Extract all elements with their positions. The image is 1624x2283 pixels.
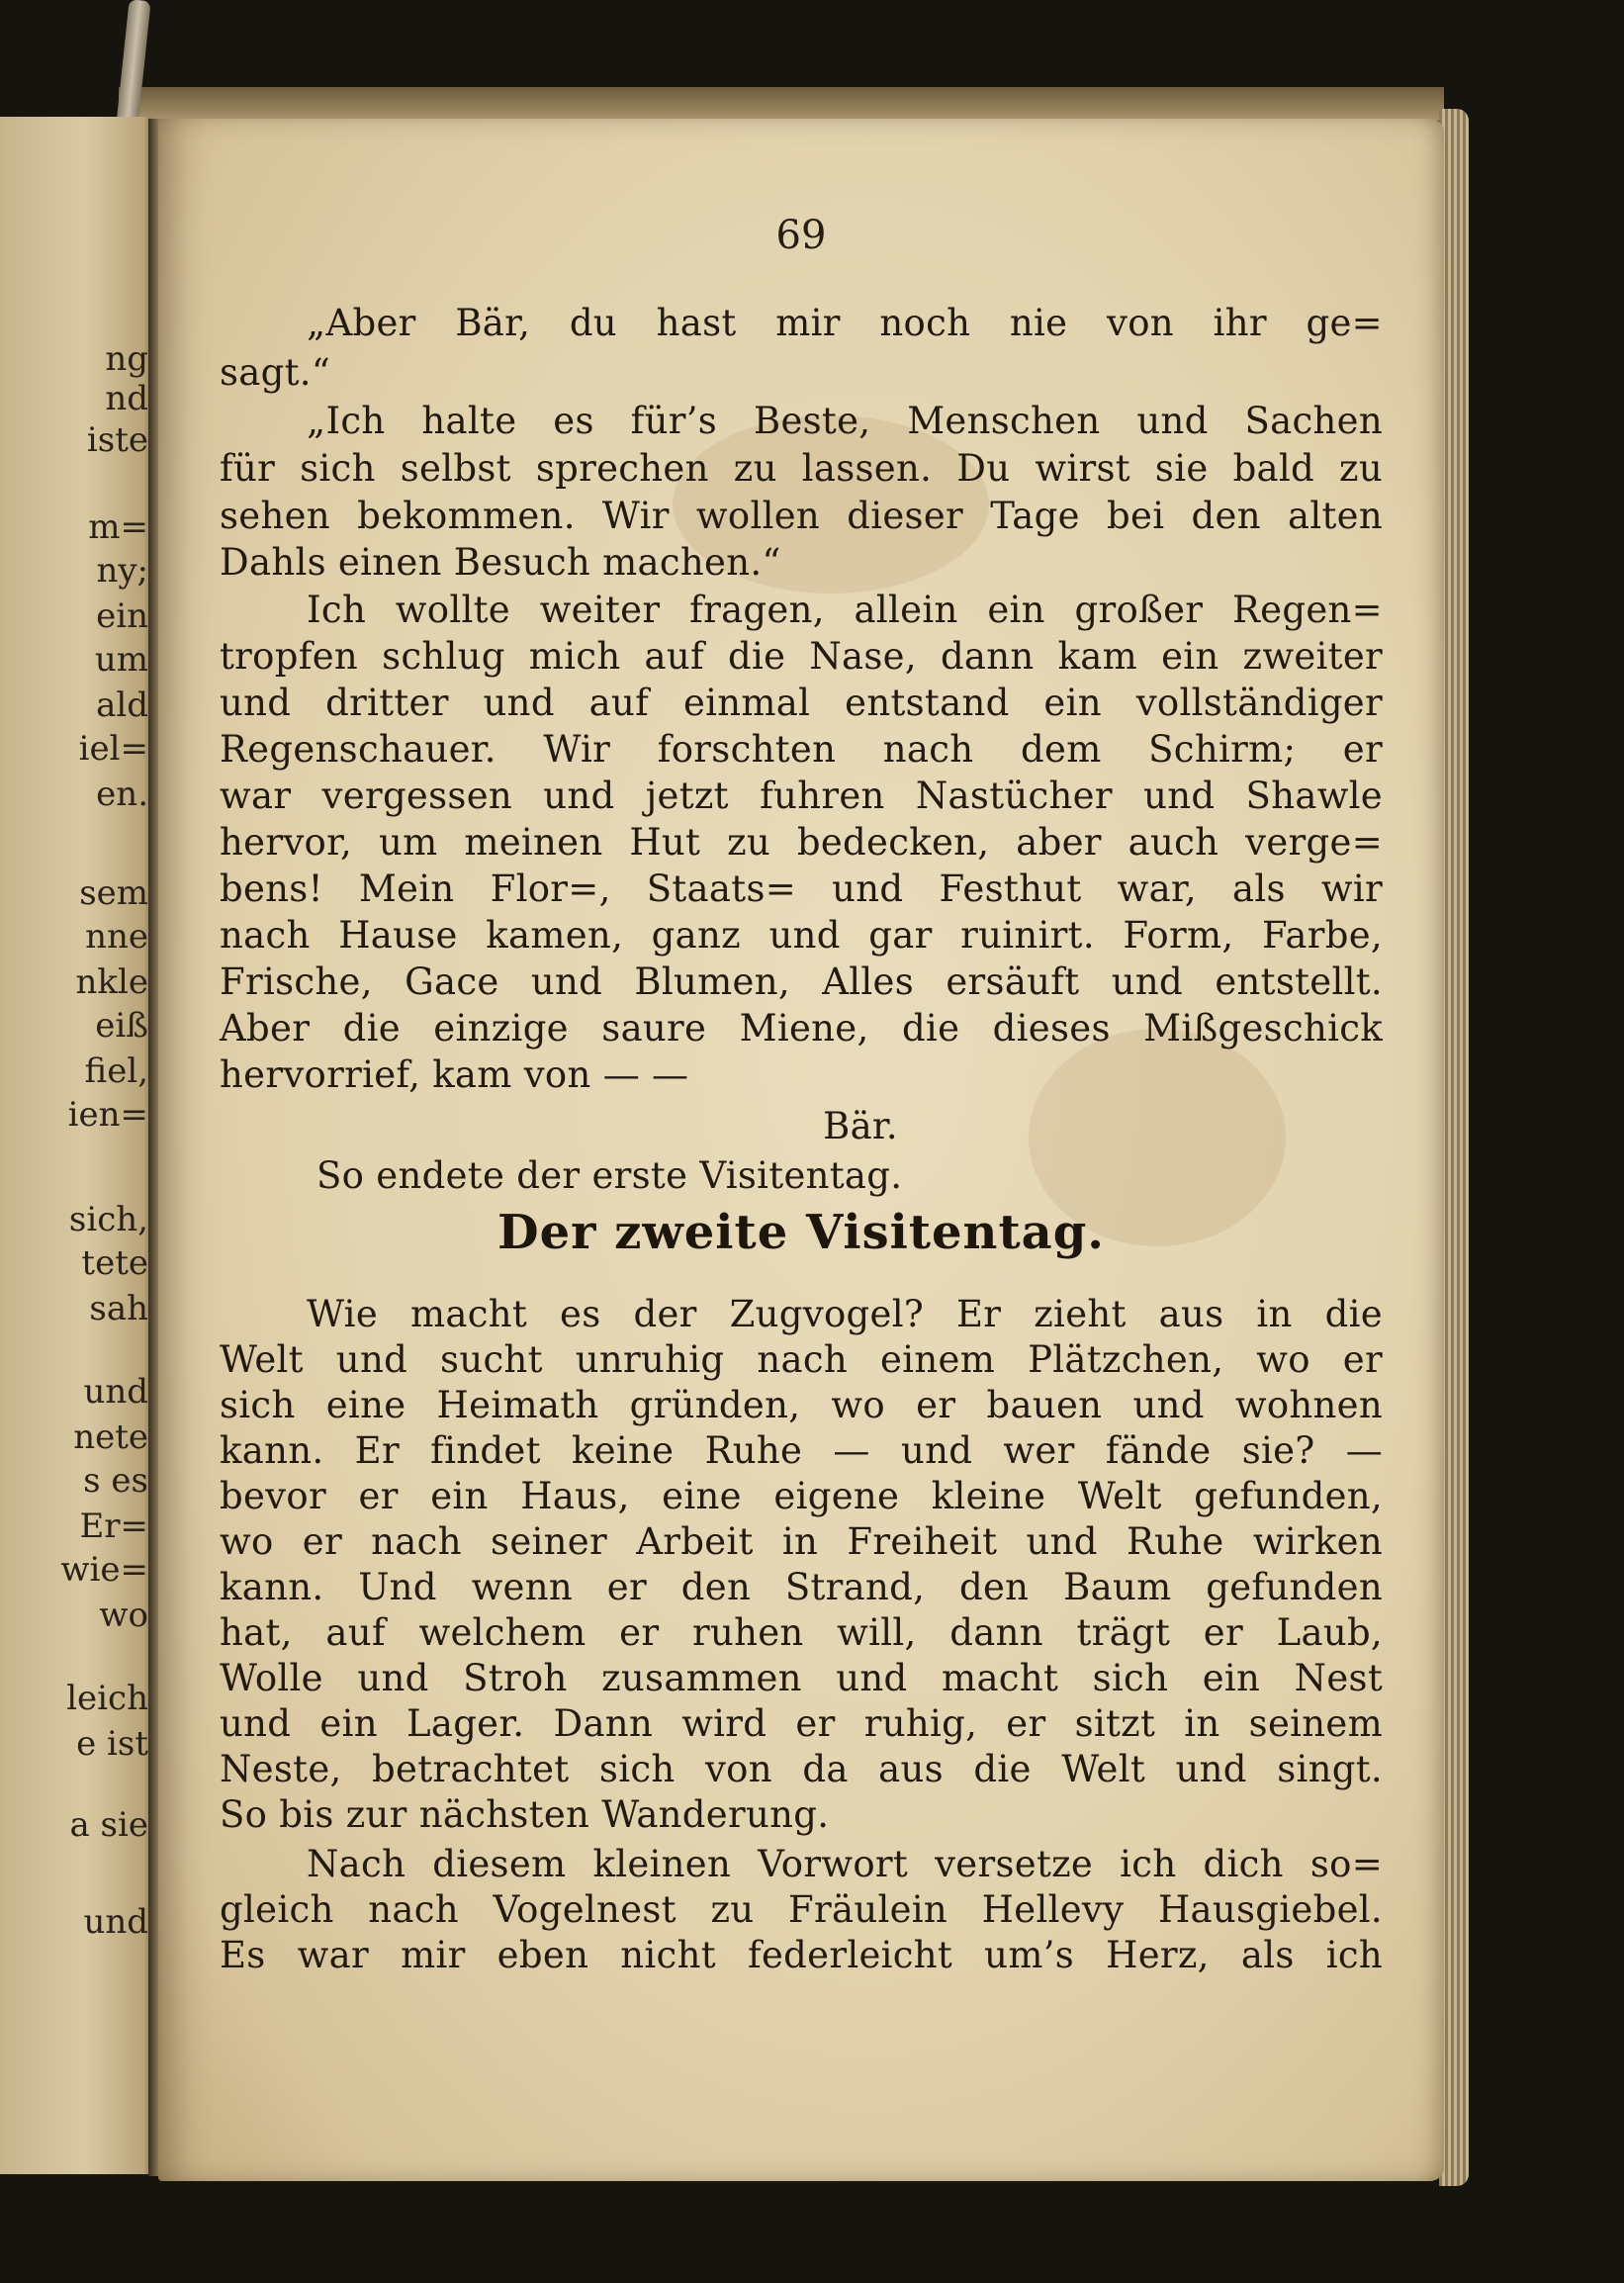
signature: Bär. bbox=[823, 1105, 898, 1147]
left-fragment: um bbox=[94, 640, 148, 680]
text-line: gleich nach Vogelnest zu Fräulein Hellevy Hausgiebel. bbox=[220, 1888, 1383, 1931]
text-line: kann. Er findet keine Ruhe — und wer fände sie? — bbox=[220, 1429, 1383, 1472]
left-fragment: s es bbox=[83, 1461, 148, 1501]
left-fragment: eiß bbox=[95, 1006, 148, 1046]
left-fragment: ald bbox=[96, 685, 148, 725]
text-line: sehen bekommen. Wir wollen dieser Tage bei den alten bbox=[220, 495, 1383, 537]
text-line: Wolle und Stroh zusammen und macht sich ein Nest bbox=[220, 1657, 1383, 1699]
right-page bbox=[158, 119, 1444, 2181]
page-number: 69 bbox=[775, 213, 827, 258]
left-fragment: Er= bbox=[79, 1507, 148, 1546]
left-fragment: nne bbox=[85, 917, 148, 957]
text-line: kann. Und wenn er den Strand, den Baum gefunden bbox=[220, 1566, 1383, 1608]
left-fragment: a sie bbox=[69, 1805, 148, 1845]
left-fragment: ny; bbox=[96, 551, 148, 591]
book-cover-top bbox=[119, 87, 1444, 121]
left-fragment: nkle bbox=[75, 962, 148, 1002]
left-fragment: leich bbox=[66, 1679, 148, 1718]
left-fragment: sem bbox=[79, 873, 148, 913]
left-fragment: en. bbox=[96, 775, 148, 814]
left-fragment: fiel, bbox=[84, 1051, 148, 1091]
left-fragment: ien= bbox=[67, 1095, 148, 1135]
text-line: hervorrief, kam von — — bbox=[220, 1053, 689, 1096]
text-line: tropfen schlug mich auf die Nase, dann kam ein zweiter bbox=[220, 635, 1383, 678]
text-line: wo er nach seiner Arbeit in Freiheit und Ruhe wirken bbox=[220, 1520, 1383, 1563]
text-line: hat, auf welchem er ruhen will, dann trägt er Laub, bbox=[220, 1611, 1383, 1654]
section-title: Der zweite Visitentag. bbox=[497, 1205, 1105, 1260]
left-fragment: und bbox=[83, 1372, 148, 1412]
left-page bbox=[0, 117, 156, 2174]
closing-line: So endete der erste Visitentag. bbox=[316, 1154, 903, 1197]
text-line: Frische, Gace und Blumen, Alles ersäuft und entstellt. bbox=[220, 960, 1383, 1003]
text-line: und ein Lager. Dann wird er ruhig, er sitzt in seinem bbox=[220, 1702, 1383, 1745]
text-line: hervor, um meinen Hut zu bedecken, aber auch verge= bbox=[220, 821, 1383, 864]
left-fragment: sich, bbox=[68, 1200, 148, 1239]
text-line: Dahls einen Besuch machen.“ bbox=[220, 541, 781, 584]
left-fragment: ng bbox=[105, 339, 148, 379]
left-fragment: ein bbox=[96, 596, 148, 636]
text-line: Es war mir eben nicht federleicht um’s Herz, als ich bbox=[220, 1934, 1383, 1976]
text-line: bens! Mein Flor=, Staats= und Festhut war, als wir bbox=[220, 868, 1383, 910]
text-line: und dritter und auf einmal entstand ein vollständiger bbox=[220, 682, 1383, 724]
text-line: sagt.“ bbox=[220, 351, 331, 394]
left-fragment: e ist bbox=[76, 1724, 148, 1764]
left-fragment: wo bbox=[99, 1596, 148, 1635]
left-fragment: nd bbox=[105, 379, 148, 418]
left-fragment: sah bbox=[89, 1289, 148, 1328]
left-fragment: m= bbox=[88, 507, 148, 547]
text-line: So bis zur nächsten Wanderung. bbox=[220, 1793, 830, 1836]
left-fragment: tete bbox=[81, 1243, 148, 1283]
text-line: sich eine Heimath gründen, wo er bauen und wohnen bbox=[220, 1384, 1383, 1426]
left-fragment: iste bbox=[86, 420, 148, 460]
text-line: war vergessen und jetzt fuhren Nastücher und Shawle bbox=[220, 775, 1383, 817]
text-line: nach Hause kamen, ganz und gar ruinirt. Form, Farbe, bbox=[220, 914, 1383, 957]
left-fragment: iel= bbox=[78, 729, 148, 769]
text-line: Nach diesem kleinen Vorwort versetze ich dich so= bbox=[307, 1843, 1383, 1885]
text-line: bevor er ein Haus, eine eigene kleine Welt gefunden, bbox=[220, 1475, 1383, 1517]
text-line: Welt und sucht unruhig nach einem Plätzchen, wo er bbox=[220, 1338, 1383, 1381]
text-line: Wie macht es der Zugvogel? Er zieht aus in die bbox=[307, 1293, 1383, 1335]
text-line: Neste, betrachtet sich von da aus die Welt und singt. bbox=[220, 1748, 1383, 1790]
text-line: für sich selbst sprechen zu lassen. Du wirst sie bald zu bbox=[220, 447, 1383, 490]
left-fragment: nete bbox=[73, 1417, 148, 1457]
left-fragment: und bbox=[83, 1902, 148, 1942]
text-line: Ich wollte weiter fragen, allein ein großer Regen= bbox=[307, 589, 1383, 631]
text-line: „Ich halte es für’s Beste, Menschen und Sachen bbox=[307, 400, 1383, 442]
left-fragment: wie= bbox=[60, 1550, 148, 1590]
text-line: „Aber Bär, du hast mir noch nie von ihr ge= bbox=[307, 302, 1383, 344]
text-line: Regenschauer. Wir forschten nach dem Schirm; er bbox=[220, 728, 1383, 771]
text-line: Aber die einzige saure Miene, die dieses Mißgeschick bbox=[220, 1007, 1383, 1050]
